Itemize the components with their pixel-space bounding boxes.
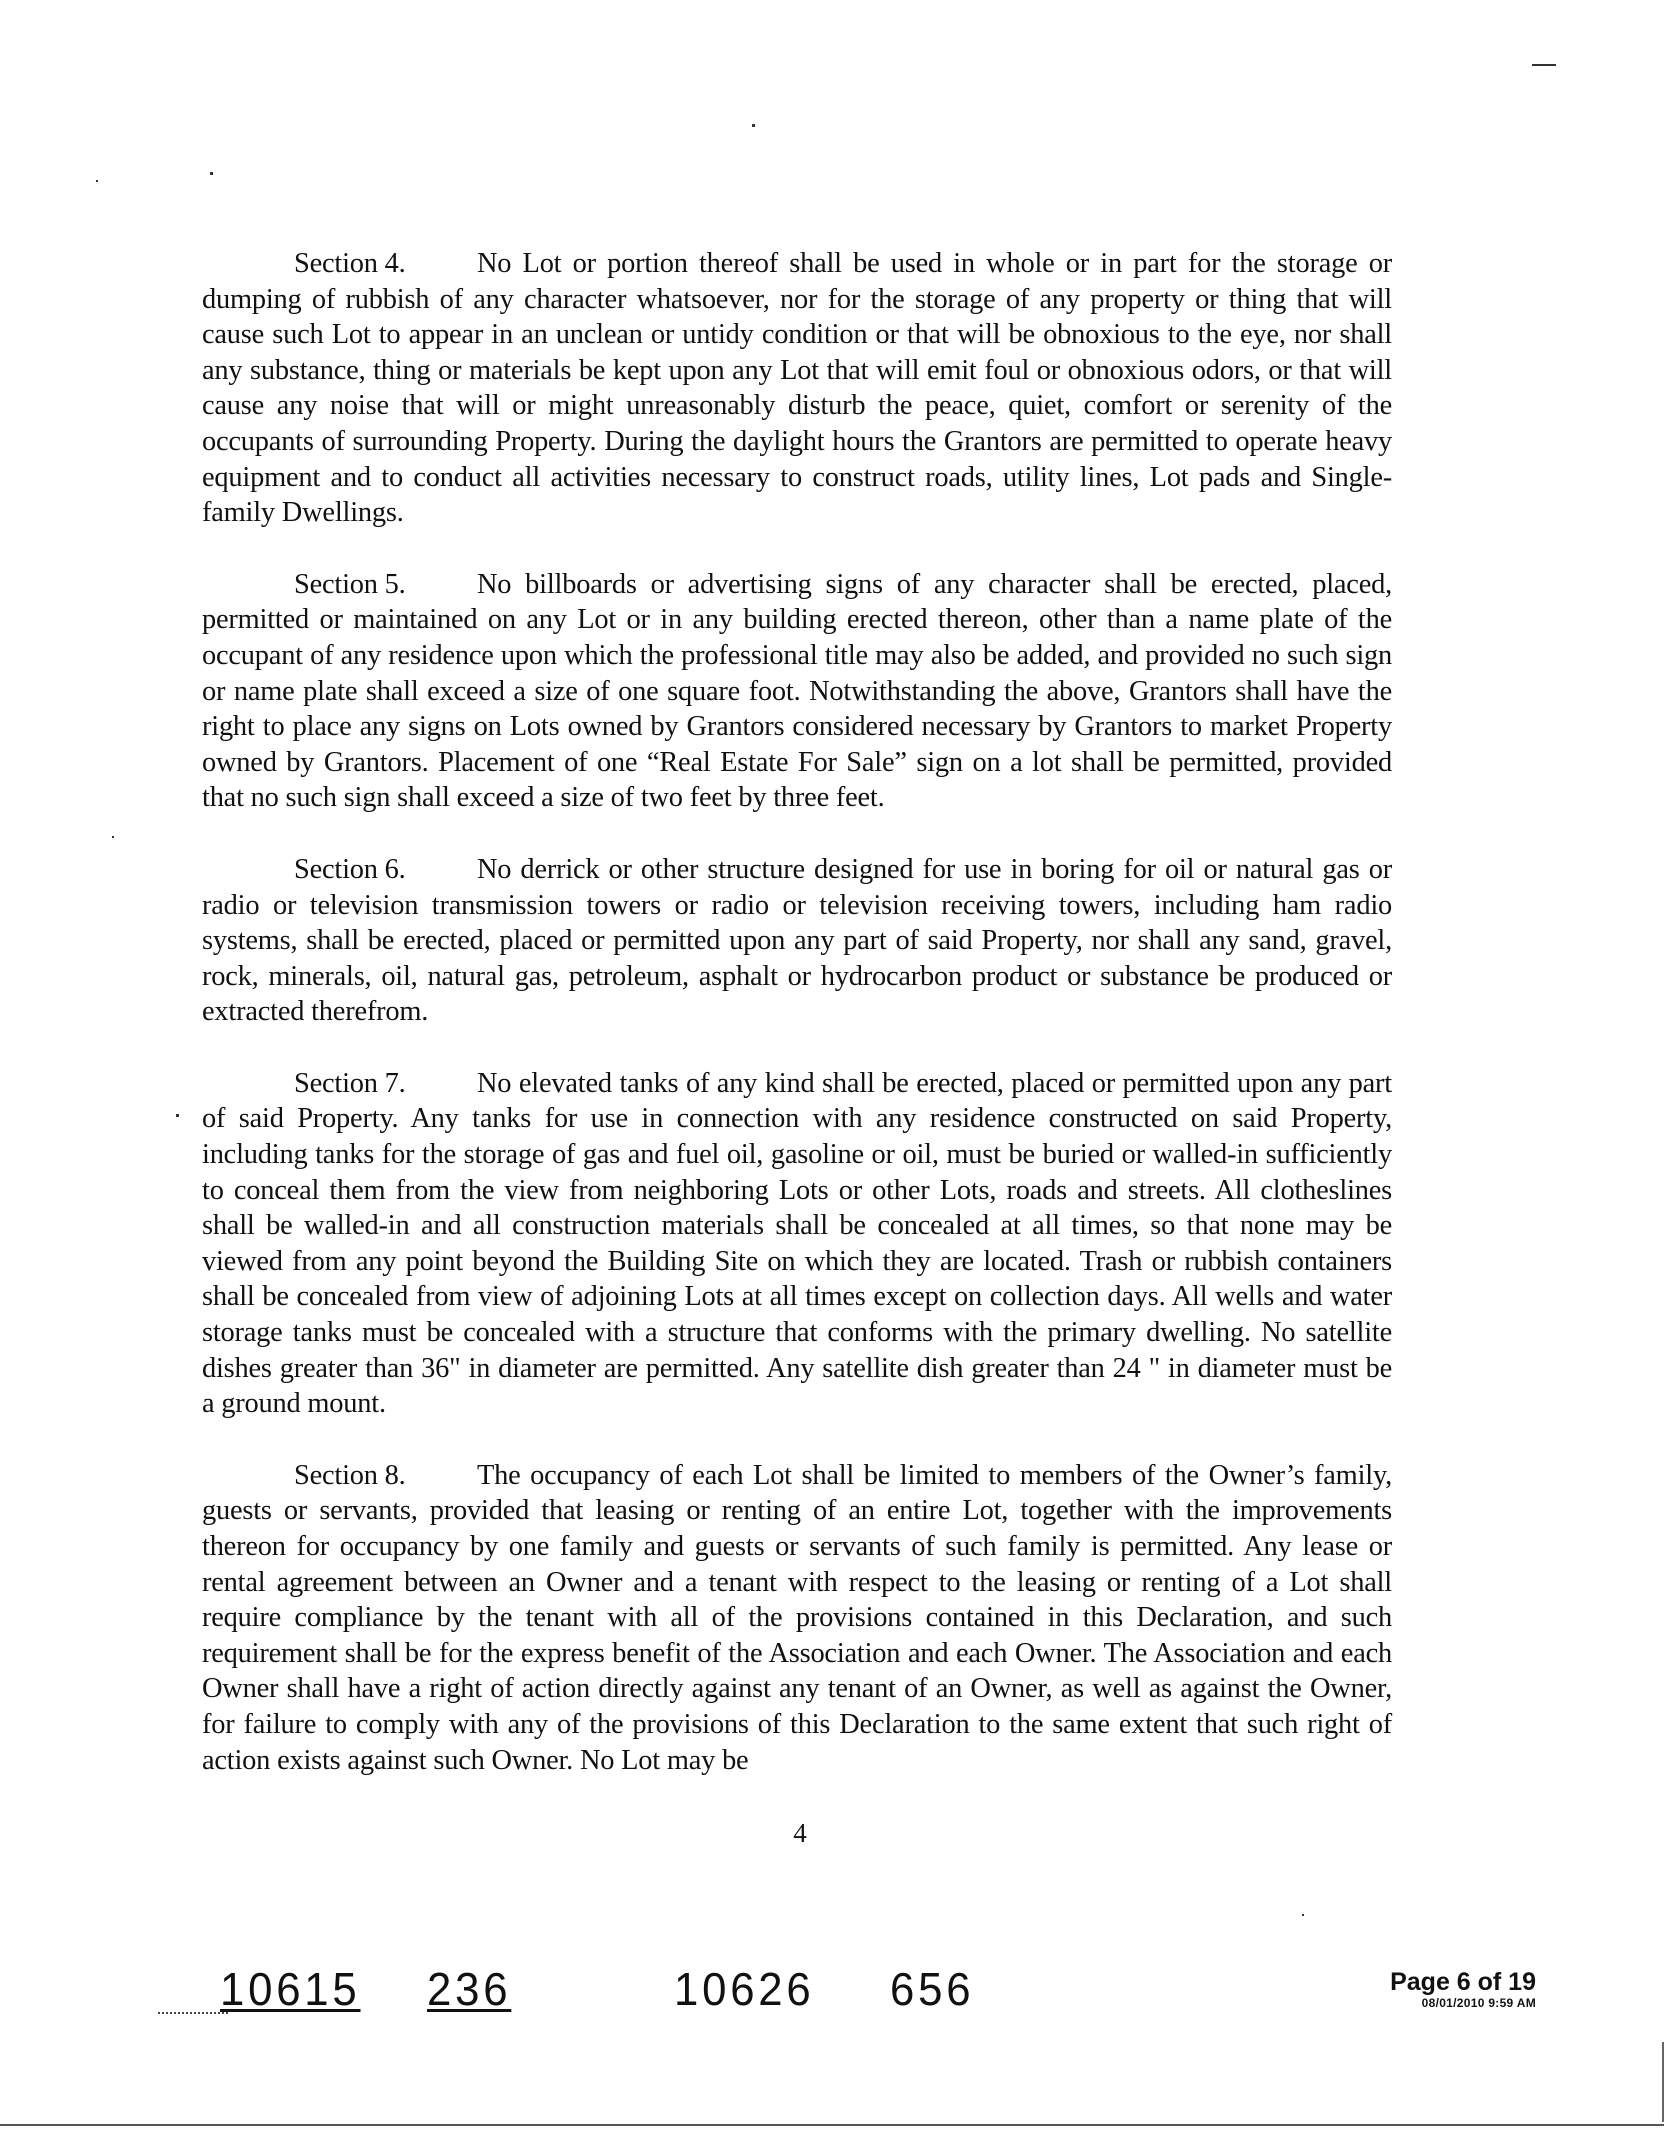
stamp-page-count: Page 6 of 19 (1390, 1968, 1536, 1996)
scan-bottom-edge (0, 2124, 1664, 2126)
section-label: Section 7. (294, 1067, 406, 1099)
old-book-number: 10615 (220, 1963, 361, 2015)
section-6 (202, 852, 1392, 1030)
scan-speck (1302, 1914, 1304, 1916)
old-book-page-reference (220, 1962, 511, 2016)
scan-speck (112, 836, 114, 838)
section-8 (202, 1458, 1392, 1778)
section-text: No Lot or portion thereof shall be used in whole or in part for the storage or dumping of rubbish of any character whatsoever, nor for the storage of any property or thing that will cause such Lot to appear in an unclean or untidy condition or that will be obnoxious to the eye, nor shall any substance, thing or materials be kept upon any Lot that will emit foul or obnoxious odors, or that will cause any noise that will or might unreasonably disturb the peace, quiet, comfort or serenity of the occupants of surrounding Property. During the daylight hours the Grantors are permitted to operate heavy equipment and to conduct all activities necessary to construct roads, utility lines, Lot pads and Single-family Dwellings. (202, 248, 1392, 529)
document-body (202, 246, 1392, 1814)
section-text: No derrick or other structure designed for use in boring for oil or natural gas or radio or television transmission towers or radio or television receiving towers, including ham radio systems, shall be erected, placed or permitted upon any part of said Property, nor shall any sand, gravel, rock, minerals, oil, natural gas, petroleum, asphalt or hydrocarbon product or substance be produced or extracted therefrom. (202, 853, 1392, 1028)
new-page-number: 656 (890, 1963, 975, 2015)
section-label: Section 5. (294, 568, 406, 600)
section-5 (202, 567, 1392, 816)
recording-stamp (1300, 1968, 1536, 2010)
section-7 (202, 1066, 1392, 1422)
stamp-timestamp: 08/01/2010 9:59 AM (1421, 1996, 1536, 2010)
section-label: Section 6. (294, 853, 406, 885)
section-label: Section 4. (294, 248, 406, 279)
section-text: No elevated tanks of any kind shall be erected, placed or permitted upon any part of said Property. Any tanks for use in connection with any residence constructed on said Property, including tanks for the storage of gas and fuel oil, gasoline or oil, must be buried or walled-in sufficiently to conceal them from the view from neighboring Lots or other Lots, roads and streets. All clotheslines shall be walled-in and all construction materials shall be concealed at all times, so that none may be viewed from any point beyond the Building Site on which they are located. Trash or rubbish containers shall be concealed from view of adjoining Lots at all times except on collection days. All wells and water storage tanks must be concealed with a structure that conforms with the primary dwelling. No satellite dishes greater than 36" in diameter are permitted. Any satellite dish greater than 24 " in diameter must be a ground mount. (202, 1067, 1392, 1420)
scan-speck (752, 124, 755, 127)
dotted-rule (158, 2012, 228, 2014)
page-number: 4 (793, 1818, 807, 1848)
section-text: No billboards or advertising signs of any character shall be erected, placed, permitted or maintained on any Lot or in any building erected thereon, other than a name plate of the occupant of any residence upon which the professional title may also be added, and provided no such sign or name plate shall exceed a size of one square foot. Notwithstanding the above, Grantors shall have the right to place any signs on Lots owned by Grantors considered necessary by Grantors to market Property owned by Grantors. Placement of one “Real Estate For Sale” sign on a lot shall be permitted, provided that no such sign shall exceed a size of two feet by three feet. (202, 568, 1392, 814)
section-4 (202, 246, 1392, 531)
section-label: Section 8. (294, 1459, 406, 1491)
scan-speck (210, 172, 213, 175)
scan-speck (96, 180, 98, 182)
scan-speck (1532, 64, 1556, 66)
old-page-number: 236 (427, 1963, 512, 2015)
new-book-number: 10626 (674, 1963, 815, 2015)
scan-speck (176, 1114, 179, 1117)
section-text: The occupancy of each Lot shall be limited to members of the Owner’s family, guests or servants, provided that leasing or renting of an entire Lot, together with the improvements thereon for occupancy by one family and guests or servants of such family is permitted. Any lease or rental agreement between an Owner and a tenant with respect to the leasing or renting of a Lot shall require compliance by the tenant with all of the provisions contained in this Declaration, and such requirement shall be for the express benefit of the Association and each Owner. The Association and each Owner shall have a right of action directly against any tenant of an Owner, as well as against the Owner, for failure to comply with any of the provisions of this Declaration to the same extent that such right of action exists against such Owner. No Lot may be (202, 1459, 1392, 1776)
